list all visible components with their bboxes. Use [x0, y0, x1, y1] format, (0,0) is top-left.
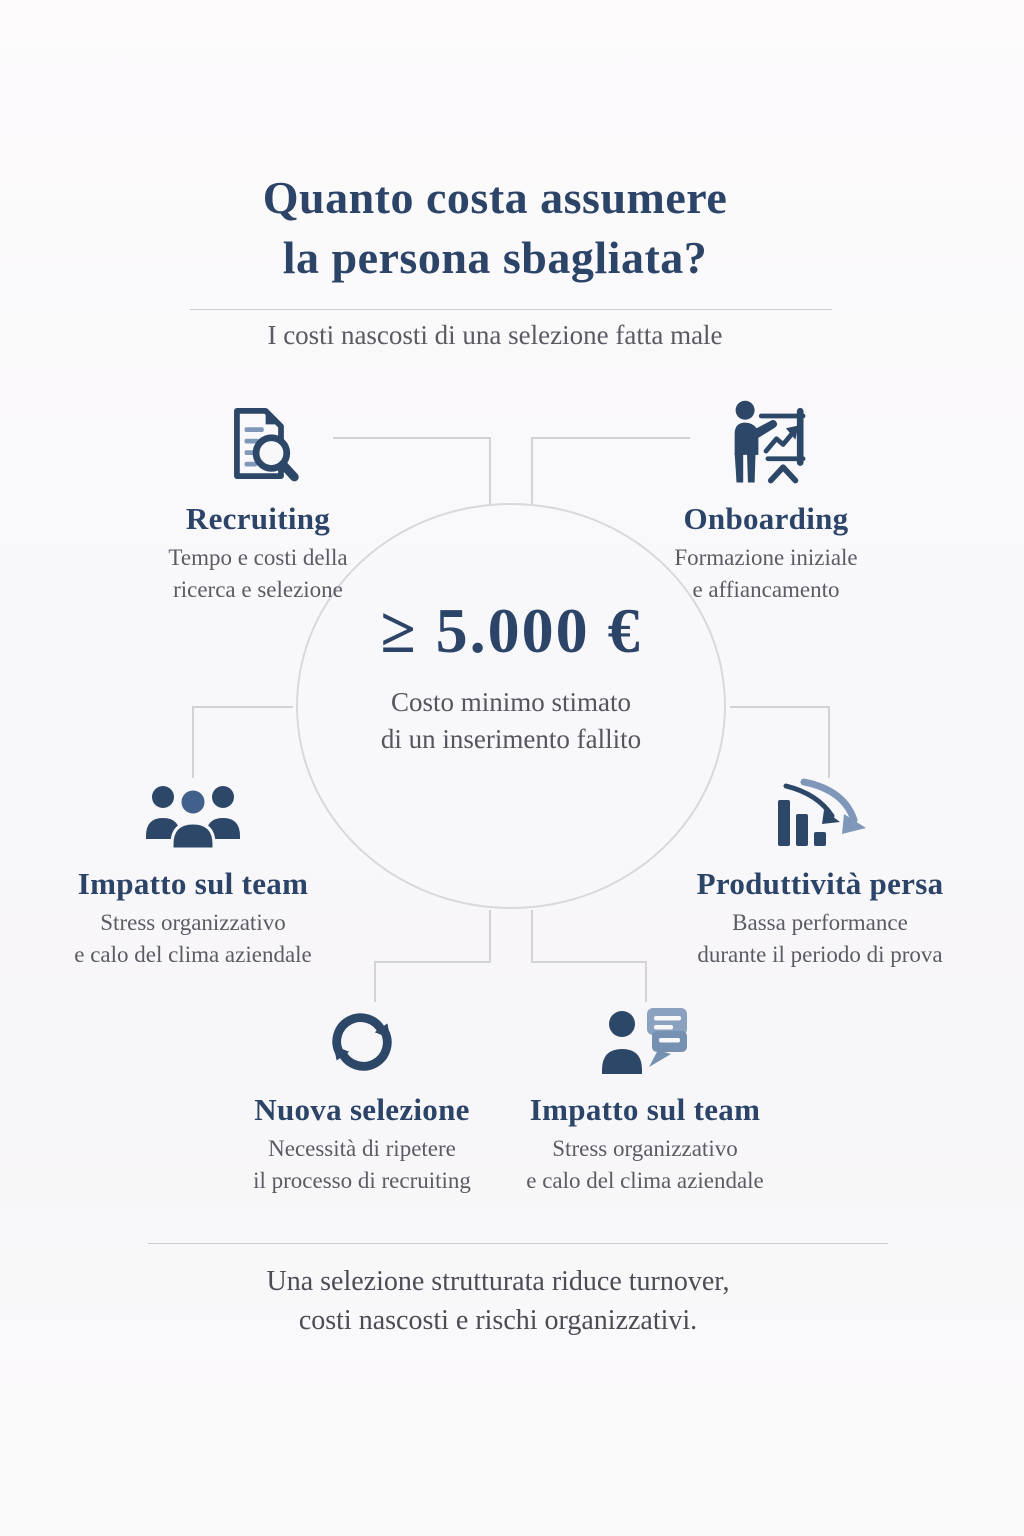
footer-line-1: Una selezione strutturata riduce turnover,: [266, 1266, 730, 1297]
item-title: Recruiting: [185, 501, 331, 536]
title-line-1: Quanto costa assumere: [262, 172, 728, 223]
item-desc-line-2: e calo del clima aziendale: [74, 942, 312, 967]
cost-item-recruiting: [110, 396, 406, 606]
connector-line: [374, 961, 376, 1002]
cost-item-lost-productivity: [660, 776, 980, 971]
presenter-chart-icon: [716, 396, 816, 491]
item-title: Nuova selezione: [254, 1092, 470, 1127]
item-desc-line-1: Tempo e costi della: [168, 545, 348, 570]
item-desc-line-2: ricerca e selezione: [173, 577, 343, 602]
title-line-2: la persona sbagliata?: [282, 232, 708, 283]
cost-item-onboarding: [618, 396, 914, 606]
connector-line: [192, 706, 194, 778]
connector-line: [489, 437, 491, 505]
document-search-icon: [212, 396, 304, 491]
item-title: Onboarding: [683, 501, 849, 536]
item-desc-line-2: il processo di recruiting: [253, 1168, 471, 1193]
item-desc-line-2: durante il periodo di prova: [697, 942, 943, 967]
connector-line: [645, 961, 647, 1002]
connector-line: [828, 706, 830, 778]
header-divider: [190, 309, 832, 310]
item-title: Impatto sul team: [529, 1092, 761, 1127]
item-desc-line-2: e calo del clima aziendale: [526, 1168, 764, 1193]
item-desc-line-1: Formazione iniziale: [674, 545, 858, 570]
connector-line: [531, 910, 533, 963]
footer-line-2: costi nascosti e rischi organizzativi.: [298, 1305, 698, 1336]
item-title: Impatto sul team: [77, 866, 309, 901]
item-desc-line-1: Stress organizzativo: [552, 1136, 738, 1161]
page-title: [165, 168, 825, 288]
cycle-arrows-icon: [321, 1000, 403, 1082]
item-desc-line-1: Stress organizzativo: [100, 910, 286, 935]
page-subtitle: I costi nascosti di una selezione fatta male: [267, 320, 723, 350]
footer-divider: [148, 1243, 888, 1244]
cost-caption-line-1: Costo minimo stimato: [390, 687, 632, 717]
item-desc-line-1: Necessità di ripetere: [268, 1136, 456, 1161]
estimated-cost-value: ≥ 5.000 €: [380, 595, 642, 666]
connector-line: [531, 437, 533, 505]
item-desc-line-1: Bassa performance: [732, 910, 908, 935]
connector-line: [375, 961, 491, 963]
declining-chart-icon: [770, 776, 870, 856]
cost-item-new-selection: [214, 1000, 510, 1197]
connector-line: [489, 910, 491, 963]
cost-item-team-impact-left: [45, 778, 341, 971]
connector-line: [531, 961, 647, 963]
cost-caption-line-2: di un inserimento fallito: [380, 724, 642, 754]
item-desc-line-2: e affiancamento: [692, 577, 840, 602]
people-group-icon: [142, 778, 244, 856]
cost-item-team-impact-right: [497, 1000, 793, 1197]
person-chat-icon: [595, 1000, 695, 1082]
footer-message: [108, 1262, 888, 1340]
central-cost-content: [276, 596, 746, 758]
item-title: Produttività persa: [696, 866, 944, 901]
